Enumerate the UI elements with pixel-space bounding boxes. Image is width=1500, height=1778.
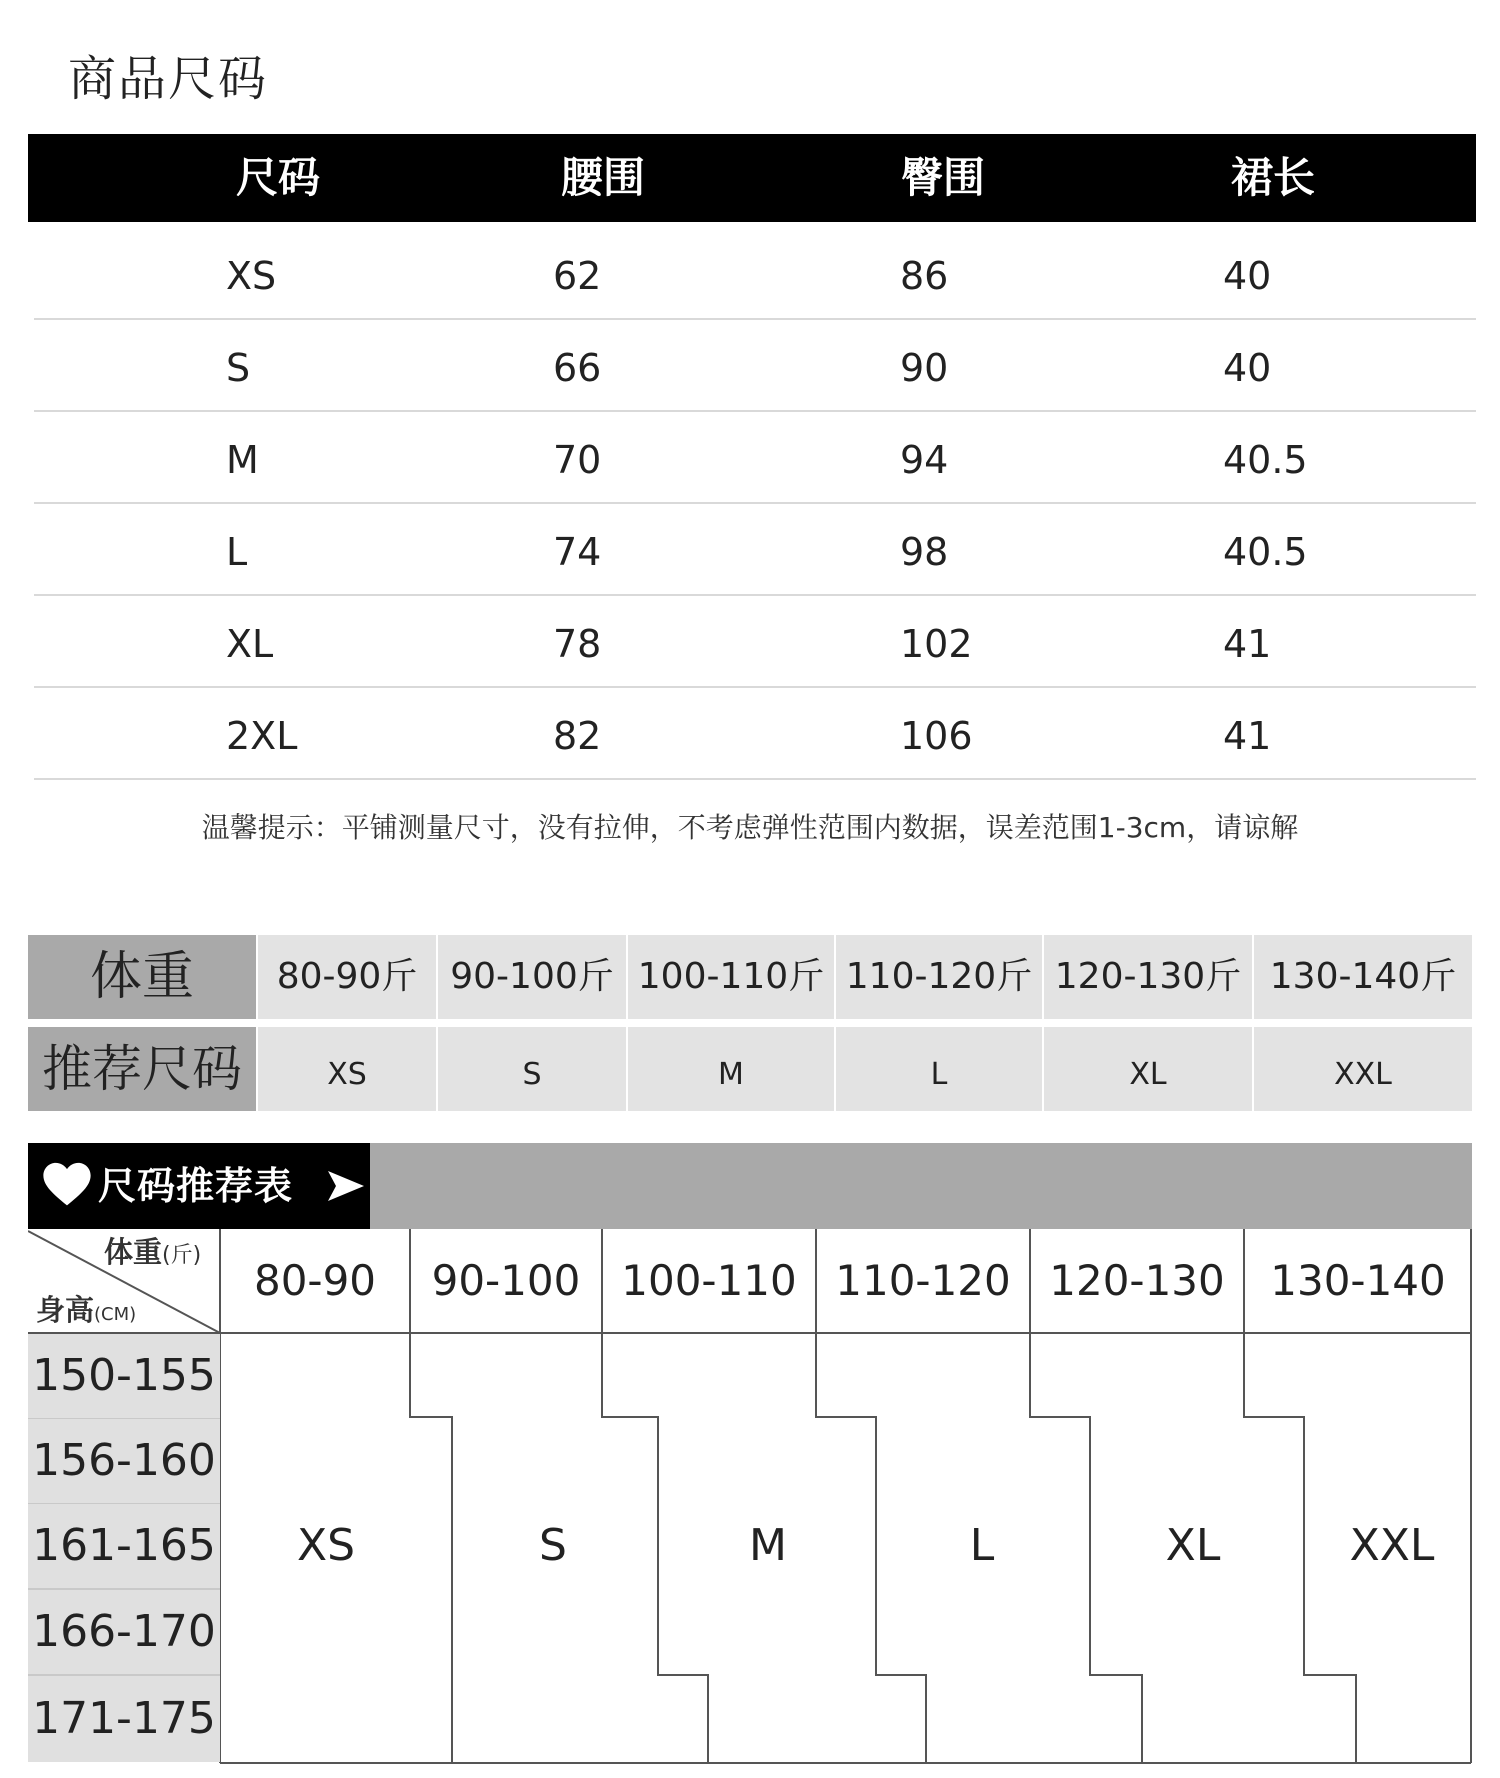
grid-weight-header: 110-120 [835, 1256, 1011, 1305]
weight-range: 120-130斤 [1042, 935, 1252, 1019]
cell-hip: 106 [900, 714, 973, 758]
cell-waist: 66 [553, 346, 602, 390]
cell-waist: 78 [553, 622, 602, 666]
recommended-size-label: 推荐尺码 [28, 1027, 256, 1111]
row-divider [34, 686, 1476, 688]
header-length: 裙长 [1230, 153, 1315, 202]
header-hip: 臀围 [900, 153, 985, 202]
cell-length: 40 [1223, 346, 1272, 390]
cell-size: XS [226, 254, 277, 298]
size-region-label: XS [296, 1520, 356, 1571]
recommend-title-tab [28, 1143, 370, 1229]
measurement-tip: 温馨提示：平铺测量尺寸，没有拉伸，不考虑弹性范围内数据，误差范围1-3cm，请谅解 [201, 811, 1299, 844]
cell-length: 41 [1223, 714, 1272, 758]
cell-hip: 86 [900, 254, 949, 298]
row-divider [34, 410, 1476, 412]
cell-length: 40.5 [1223, 530, 1308, 574]
grid-weight-header: 120-130 [1049, 1256, 1225, 1305]
height-range: 166-170 [28, 1590, 220, 1674]
cell-waist: 62 [553, 254, 602, 298]
corner-height-label [36, 1288, 136, 1329]
weight-label: 体重 [28, 935, 256, 1019]
grid-weight-header: 100-110 [621, 1256, 797, 1305]
recommended-size: XL [1042, 1027, 1252, 1111]
row-divider [34, 778, 1476, 780]
height-range: 150-155 [28, 1334, 220, 1418]
weight-range: 80-90斤 [256, 935, 436, 1019]
weight-range: 130-140斤 [1252, 935, 1472, 1019]
weight-range: 100-110斤 [626, 935, 834, 1019]
row-divider [34, 318, 1476, 320]
size-region-label: XXL [1349, 1520, 1435, 1571]
cell-length: 41 [1223, 622, 1272, 666]
cell-size: XL [226, 622, 274, 666]
size-region-label: XL [1165, 1520, 1221, 1571]
table-row [28, 690, 1476, 782]
row-divider [34, 502, 1476, 504]
cell-length: 40 [1223, 254, 1272, 298]
cell-size: S [226, 346, 251, 390]
cell-hip: 94 [900, 438, 949, 482]
cell-waist: 74 [553, 530, 602, 574]
cell-size: M [226, 438, 259, 482]
corner-height-text: 身高 [36, 1293, 95, 1327]
recommended-size: XXL [1252, 1027, 1472, 1111]
cell-length: 40.5 [1223, 438, 1308, 482]
cell-hip: 98 [900, 530, 949, 574]
table-row [28, 230, 1476, 322]
height-range: 156-160 [28, 1419, 220, 1503]
table-row [28, 506, 1476, 598]
arrow-right-icon [326, 1168, 366, 1204]
corner-height-unit: (CM) [94, 1304, 137, 1325]
table-row [28, 598, 1476, 690]
heart-icon [40, 1157, 94, 1211]
cell-hip: 90 [900, 346, 949, 390]
size-region-label: M [749, 1520, 787, 1571]
recommended-size: L [834, 1027, 1042, 1111]
grid-weight-header: 80-90 [253, 1256, 377, 1305]
recommended-size: XS [256, 1027, 436, 1111]
recommended-size: M [626, 1027, 834, 1111]
size-region-label: L [969, 1520, 995, 1571]
recommend-title: 尺码推荐表 [98, 1164, 294, 1208]
row-divider [34, 594, 1476, 596]
page-title: 商品尺码 [68, 51, 269, 107]
header-size: 尺码 [235, 153, 320, 202]
size-table-header [28, 134, 1476, 222]
corner-weight-label [104, 1230, 201, 1271]
grid-weight-header: 90-100 [431, 1256, 581, 1305]
cell-size: L [226, 530, 248, 574]
corner-weight-unit: (斤) [162, 1243, 202, 1268]
corner-weight-text: 体重 [104, 1235, 163, 1269]
cell-waist: 82 [553, 714, 602, 758]
recommended-size: S [436, 1027, 626, 1111]
grid-weight-header: 130-140 [1270, 1256, 1446, 1305]
weight-range: 90-100斤 [436, 935, 626, 1019]
height-range: 161-165 [28, 1504, 220, 1588]
weight-range: 110-120斤 [834, 935, 1042, 1019]
table-row [28, 322, 1476, 414]
table-row [28, 414, 1476, 506]
height-range: 171-175 [28, 1676, 220, 1762]
header-waist: 腰围 [560, 153, 645, 202]
size-region-label: S [539, 1520, 567, 1571]
cell-size: 2XL [226, 714, 298, 758]
cell-waist: 70 [553, 438, 602, 482]
cell-hip: 102 [900, 622, 973, 666]
